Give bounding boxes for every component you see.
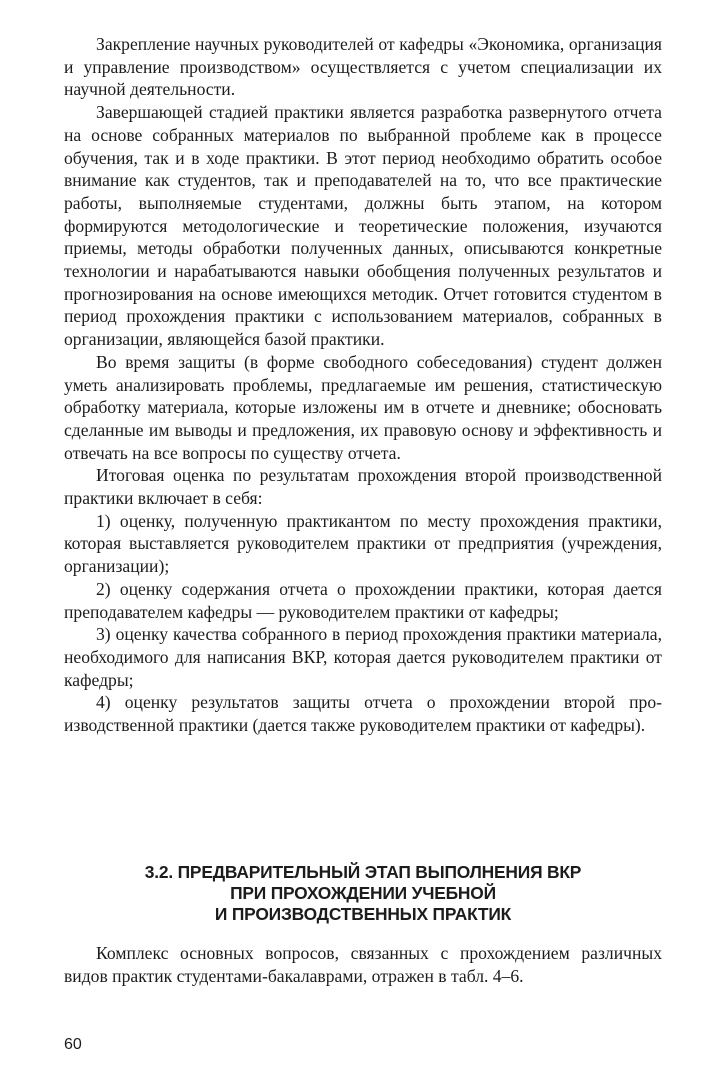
- paragraph-defense: Во время защиты (в форме свободного собеседования) студент должен уметь анализировать проблемы, предлагаемые им решения, статистическую обработку материала, которые изложены им в отчете и дневнике; обосновать сделанные им выводы и предложения, их правовую основу и эффективность и отвечать на все вопросы по существу отчета.: [64, 351, 662, 463]
- list-item-2: 2) оценку содержания отчета о прохождении практики, которая дается преподавателем кафедры — руководителем практики от кафедры;: [64, 578, 662, 622]
- section-heading: [64, 862, 662, 925]
- list-item-4: 4) оценку результатов защиты отчета о прохождении второй производственной практики (дается также руководителем практики от кафедры).: [64, 692, 662, 736]
- page-number: 60: [64, 1036, 82, 1053]
- section-heading-line-3: И ПРОИЗВОДСТВЕННЫХ ПРАКТИК: [214, 904, 512, 924]
- paragraph-report: Завершающей стадией практики является разработка развернутого отчета на основе собранных материалов по выбранной проблеме как в процессе обучения, так и в ходе практики. В этот период необходимо обратить особое внимание как студентов, так и преподавателей на то, что все практические работы, выполняемые студентами, должны быть этапом, на котором формируются методологические и теоретические положения, изучаются приемы, методы обработки полученных данных, описываются конкретные технологии и нарабатываются навыки обобщения полученных результатов и прогнозирования на основе имеющихся методик. Отчет готовится студентом в период прохождения практики с использованием материалов, собранных в организации, являющейся базой практики.: [64, 102, 662, 350]
- section-heading-line-1: 3.2. ПРЕДВАРИТЕЛЬНЫЙ ЭТАП ВЫПОЛНЕНИЯ ВКР: [144, 862, 582, 882]
- body-text: [64, 33, 662, 737]
- paragraph-tables-reference: Комплекс основных вопросов, связанных с прохождением различных видов практик студентами-бакалаврами, отражен в табл. 4–6.: [64, 943, 662, 986]
- list-item-1: 1) оценку, полученную практикантом по месту прохождения практики, которая выставляется руководителем практики от предприятия (учреждения, организации);: [64, 510, 662, 577]
- section-heading-line-2: ПРИ ПРОХОЖДЕНИИ УЧЕБНОЙ: [230, 883, 496, 903]
- section-intro: [64, 942, 662, 987]
- paragraph-supervisors: Закрепление научных руководителей от кафедры «Экономика, организация и управление производством» осуществляется с учетом специализации их научной деятельности.: [64, 34, 662, 100]
- list-item-3: 3) оценку качества собранного в период прохождения практики материала, необходимого для написания ВКР, которая дается руководителем практики от кафедры;: [64, 624, 662, 690]
- paragraph-final-grade: Итоговая оценка по результатам прохождения второй производственной практики включает в себя:: [64, 465, 662, 509]
